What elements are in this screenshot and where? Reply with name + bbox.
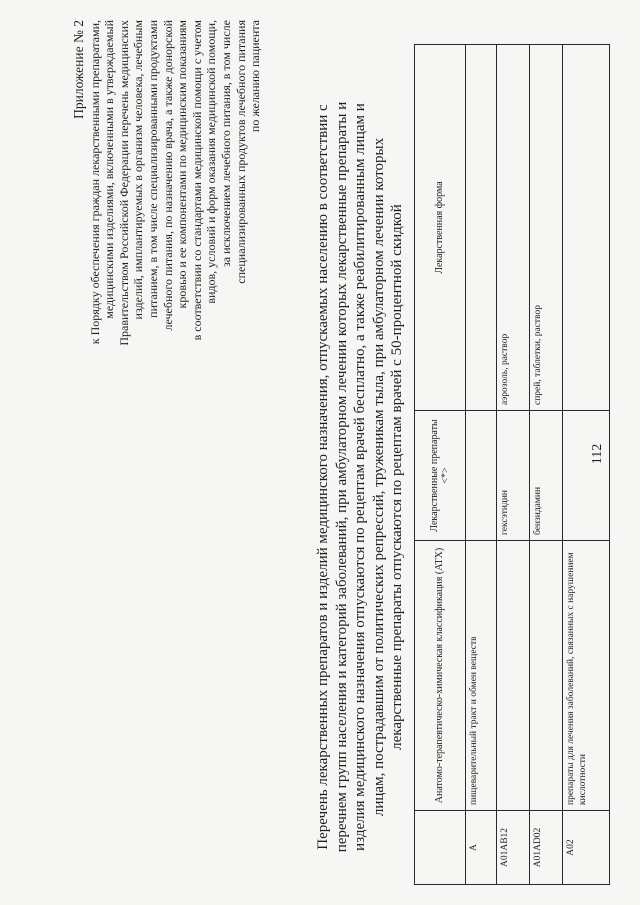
header-atc: Анатомо-терапевтическо-химическая классификация (АТХ) xyxy=(415,541,466,811)
header-form: Лекарственная форма xyxy=(415,45,466,411)
appendix-line: к Порядку обеспечения граждан лекарственными препаратами, xyxy=(87,20,102,345)
appendix-line: Правительством Российской Федерации перечень медицинских xyxy=(116,20,131,346)
atc-description: препараты для лечения заболеваний, связанных с нарушением кислотности xyxy=(563,541,610,811)
appendix-line: кровью и ее компонентами по медицинским показаниям xyxy=(175,20,190,309)
title-line: Перечень лекарственных препаратов и изделий медицинского назначения, отпускаемых населению в соответствии с xyxy=(315,104,331,850)
atc-code: А02 xyxy=(563,811,610,885)
drug-table xyxy=(414,44,610,885)
atc-code: А01АВ12 xyxy=(497,811,530,885)
title-line: лицам, пострадавшим от политических репрессий, труженикам тыла, при амбулаторном лечении которых xyxy=(370,137,387,817)
atc-description xyxy=(497,541,530,811)
dosage-form xyxy=(563,45,610,411)
appendix-line: лечебного питания, по назначению врача, а также донорской xyxy=(160,20,175,331)
appendix-line: видов, условий и форм оказания медицинской помощи, xyxy=(204,20,219,304)
title-line: перечнем групп населения и категорий заболеваний, при амбулаторном лечении которых лекарственные препараты и xyxy=(333,101,350,853)
appendix-line: по желанию пациента xyxy=(248,20,263,133)
appendix-block xyxy=(72,20,263,425)
dosage-form xyxy=(466,45,497,411)
header-code xyxy=(415,811,466,885)
appendix-title: Приложение № 2 xyxy=(71,20,86,119)
atc-code: А01АD02 xyxy=(530,811,563,885)
dosage-form: спрей, таблетки, раствор xyxy=(530,45,563,411)
appendix-line: питанием, в том числе специализированными продуктами xyxy=(145,20,160,318)
title-line: изделия медицинского назначения отпускаются по рецептам врачей бесплатно, а также реабилитированным лицам и xyxy=(352,103,369,851)
title-line: лекарственные препараты отпускаются по рецептам врачей с 50-процентной скидкой xyxy=(389,204,406,750)
appendix-line: медицинскими изделиями, включенными в утверждаемый xyxy=(102,20,117,319)
dosage-form: аэрозоль, раствор xyxy=(497,45,530,411)
appendix-line: изделий, имплантируемых в организм человека, лечебным xyxy=(131,20,146,320)
table-header-row xyxy=(415,45,466,885)
atc-code: А xyxy=(466,811,497,885)
appendix-line: в соответствии со стандартами медицинской помощи с учетом xyxy=(189,20,204,341)
appendix-line: за исключением лечебного питания, в том числе xyxy=(218,20,233,267)
table-row xyxy=(466,45,497,885)
drug-name xyxy=(466,411,497,541)
page-number: 112 xyxy=(590,443,605,465)
atc-description xyxy=(530,541,563,811)
appendix-line: специализированных продуктов лечебного питания xyxy=(233,20,248,284)
atc-description: пищеварительный тракт и обмен веществ xyxy=(466,541,497,811)
header-drugs: Лекарственные препараты <*> xyxy=(415,411,466,541)
drug-name: бензидамин xyxy=(530,411,563,541)
document-title xyxy=(314,87,407,867)
drug-name xyxy=(563,411,610,541)
table-row xyxy=(497,45,530,885)
drug-name: гексэтидин xyxy=(497,411,530,541)
table-row xyxy=(530,45,563,885)
